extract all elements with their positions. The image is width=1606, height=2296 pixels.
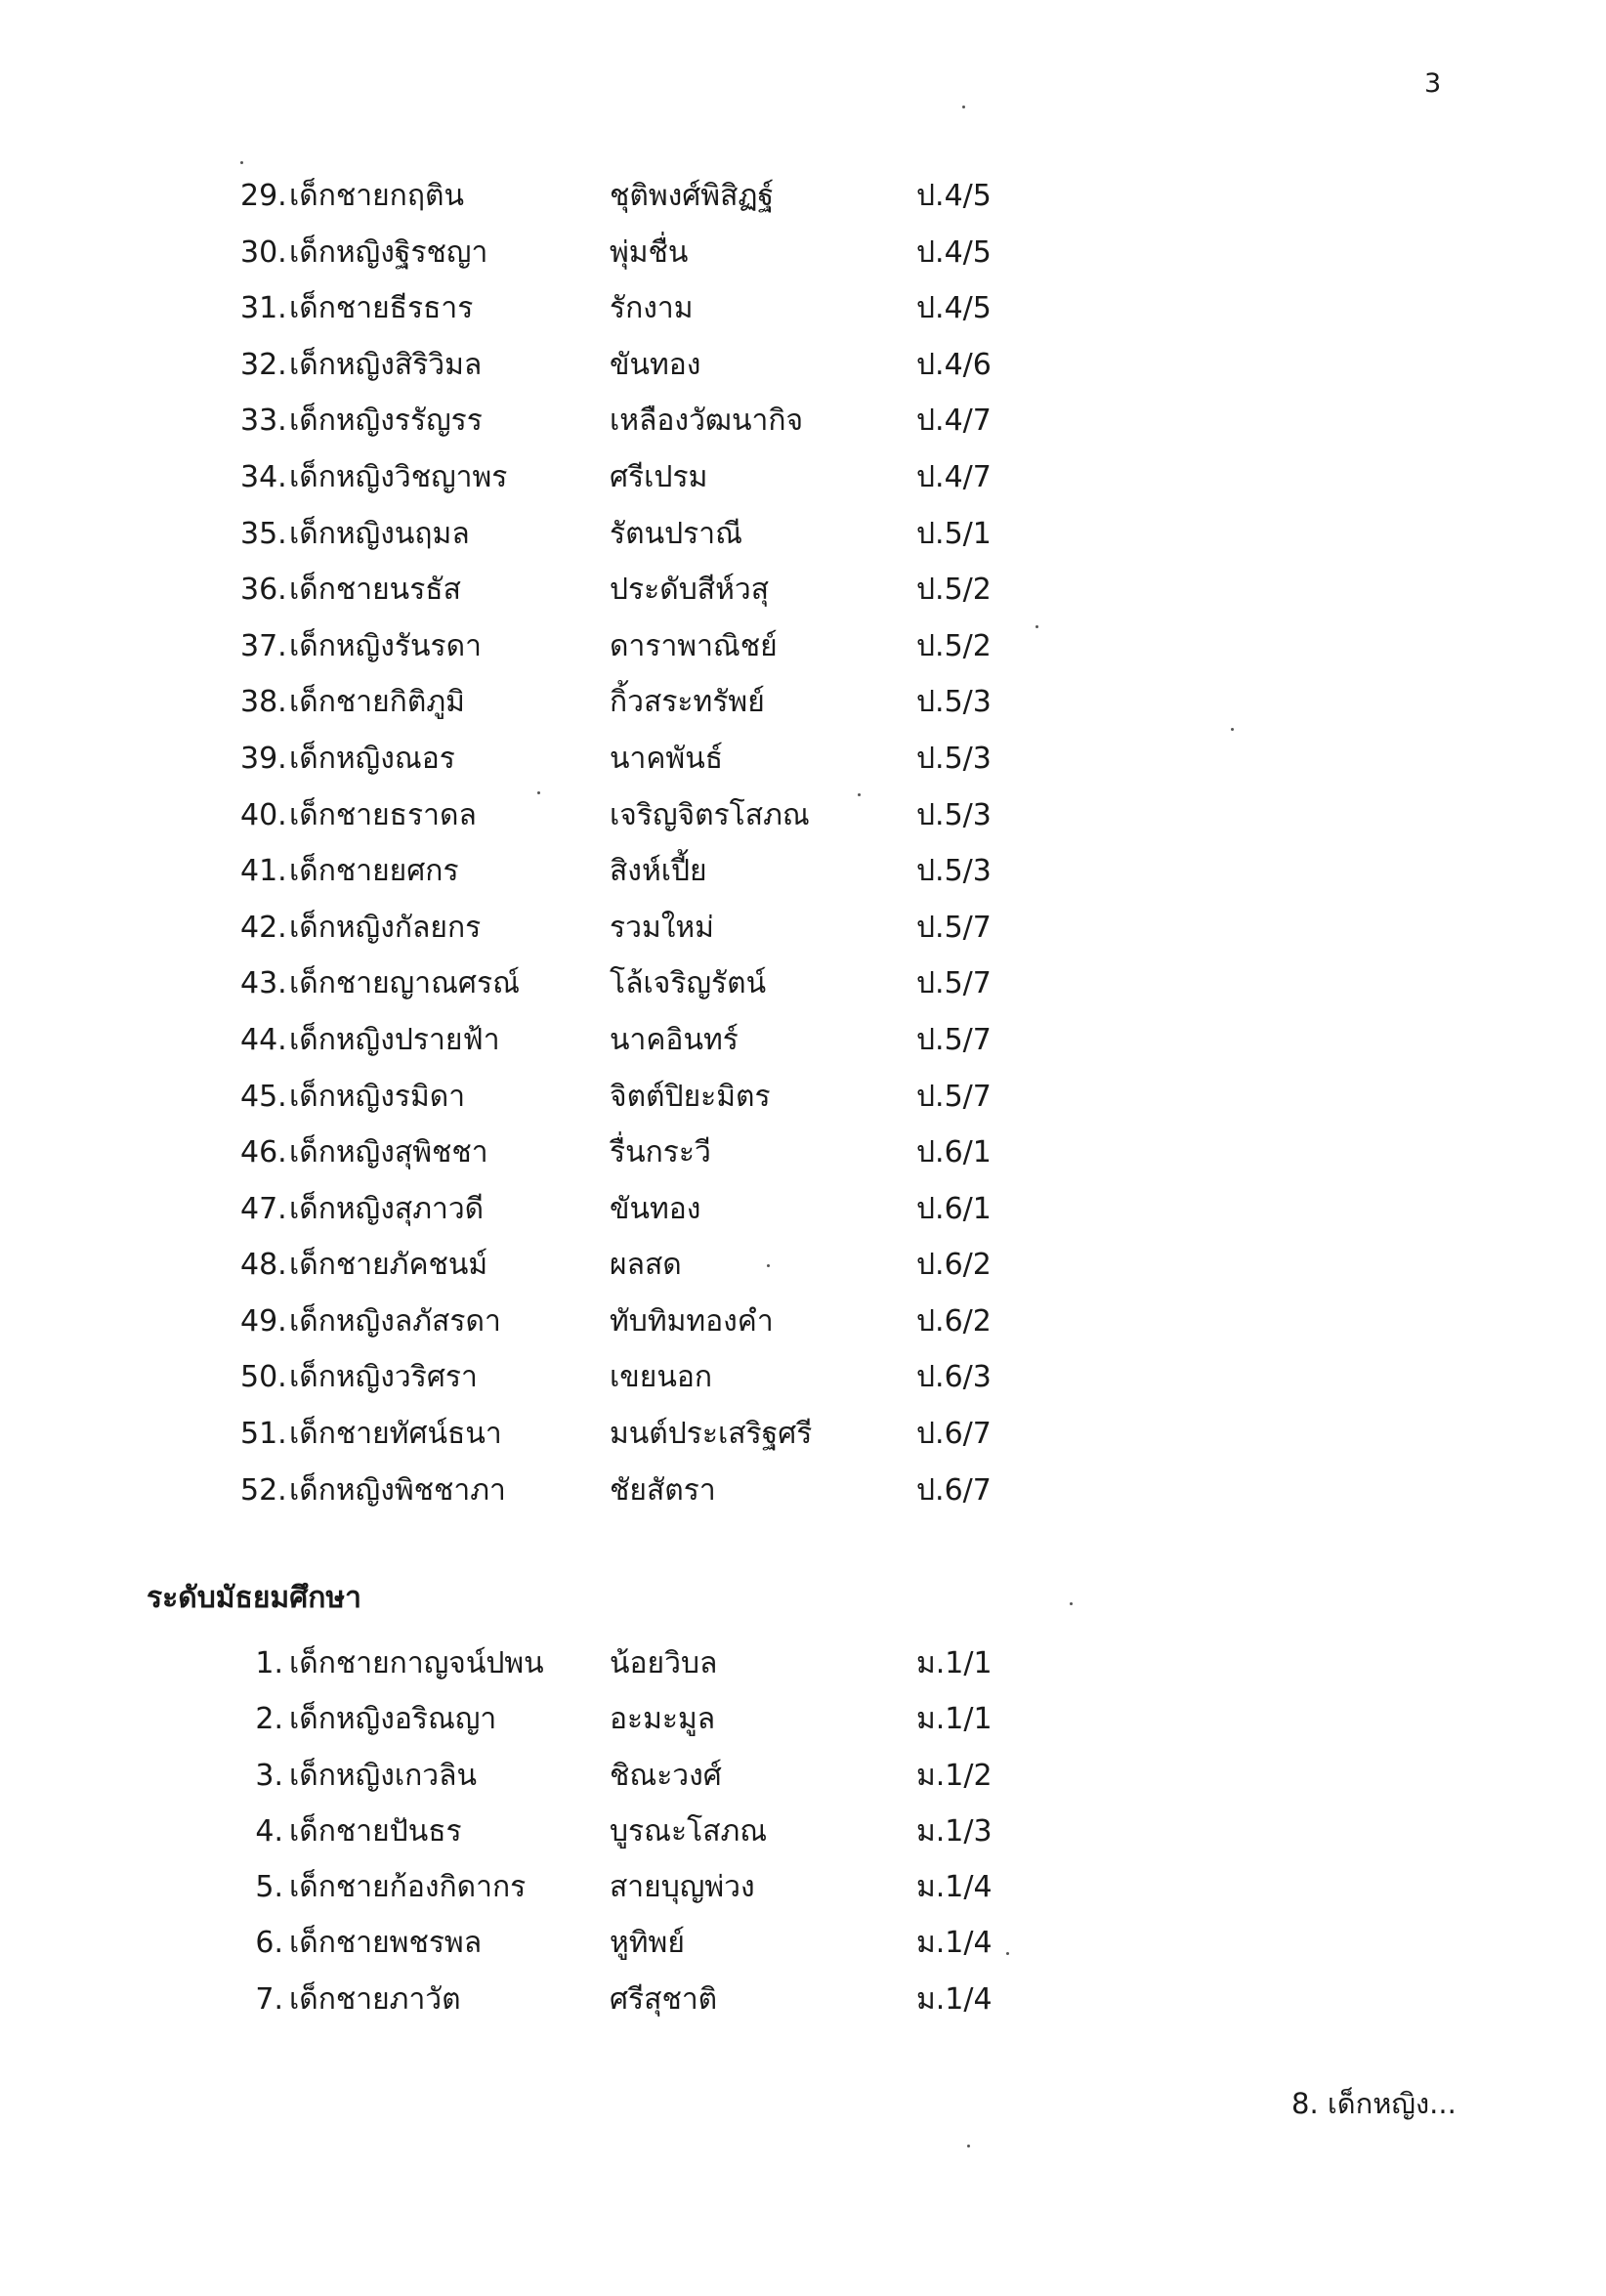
- student-first-name: เด็กชายภัคชนม์: [289, 1248, 488, 1283]
- student-last-name: รัตนปราณี: [610, 516, 742, 551]
- student-class: ป.5/7: [916, 1022, 992, 1057]
- student-class: ป.6/2: [916, 1248, 992, 1283]
- student-last-name: รักงาม: [610, 291, 694, 326]
- student-class: ป.6/2: [916, 1303, 992, 1339]
- scan-speck: [537, 791, 540, 794]
- student-first-name: เด็กหญิงสุภาวดี: [289, 1191, 485, 1226]
- student-class: ป.6/7: [916, 1472, 992, 1508]
- scan-speck: [962, 106, 965, 108]
- list-item: [0, 1294, 1606, 1350]
- student-first-name: เด็กชายญาณศรณ์: [289, 966, 520, 1001]
- list-item: [0, 1181, 1606, 1238]
- student-first-name: เด็กชายนรธัส: [289, 573, 461, 608]
- student-class: ป.4/7: [916, 404, 992, 439]
- item-number: 31.: [240, 291, 287, 326]
- student-last-name: ขันทอง: [610, 347, 701, 382]
- student-class: ม.1/1: [916, 1702, 993, 1737]
- student-class: ป.4/5: [916, 291, 992, 326]
- student-first-name: เด็กชายธราดล: [289, 797, 477, 832]
- scan-speck: [1070, 1602, 1073, 1605]
- scan-speck: [967, 2145, 970, 2147]
- student-first-name: เด็กชายธีรธาร: [289, 291, 474, 326]
- list-item: [0, 506, 1606, 563]
- student-class: ป.5/2: [916, 628, 992, 663]
- student-first-name: เด็กหญิงวิชญาพร: [289, 459, 508, 494]
- student-last-name: จิตต์ปิยะมิตร: [610, 1079, 771, 1114]
- item-number: 1.: [255, 1646, 283, 1680]
- list-item: [0, 674, 1606, 731]
- student-last-name: มนต์ประเสริฐศรี: [610, 1417, 813, 1452]
- student-class: ม.1/4: [916, 1981, 993, 2017]
- student-class: ป.5/3: [916, 854, 992, 889]
- student-first-name: เด็กหญิงอริณญา: [289, 1702, 497, 1737]
- student-first-name: เด็กหญิงสิริวิมล: [289, 347, 483, 382]
- secondary-student-list: [0, 1636, 1606, 2027]
- item-number: 46.: [240, 1135, 287, 1170]
- student-last-name: ชิณะวงศ์: [610, 1758, 722, 1793]
- item-number: 48.: [240, 1248, 287, 1283]
- student-class: ม.1/3: [916, 1813, 993, 1849]
- student-last-name: พุ่มชื่น: [610, 234, 689, 270]
- student-last-name: ศรีสุชาติ: [610, 1981, 718, 2017]
- student-first-name: เด็กหญิงรมิดา: [289, 1079, 466, 1114]
- student-class: ป.5/3: [916, 797, 992, 832]
- continuation-note: 8. เด็กหญิง...: [1291, 2087, 1457, 2120]
- student-last-name: ทับทิมทองคำ: [610, 1303, 774, 1339]
- student-class: ป.5/7: [916, 1079, 992, 1114]
- student-first-name: เด็กชายปันธร: [289, 1813, 462, 1849]
- student-first-name: เด็กหญิงพิชชาภา: [289, 1472, 506, 1508]
- student-last-name: เจริญจิตรโสภณ: [610, 797, 810, 832]
- student-class: ป.6/3: [916, 1360, 992, 1395]
- item-number: 42.: [240, 910, 287, 945]
- student-class: ป.5/1: [916, 516, 992, 551]
- student-class: ป.5/7: [916, 910, 992, 945]
- student-class: ป.4/5: [916, 179, 992, 213]
- scan-speck: [1035, 625, 1038, 628]
- student-class: ป.4/5: [916, 234, 992, 270]
- student-last-name: รื่นกระวี: [610, 1135, 711, 1170]
- student-first-name: เด็กหญิงฐิรชญา: [289, 234, 488, 270]
- item-number: 7.: [255, 1981, 283, 2017]
- list-item: [0, 843, 1606, 900]
- student-last-name: โล้เจริญรัตน์: [610, 966, 767, 1001]
- student-last-name: ประดับสีห์วสุ: [610, 573, 770, 608]
- list-item: [0, 168, 1606, 225]
- list-item: [0, 1691, 1606, 1747]
- list-item: [0, 1636, 1606, 1691]
- page-number: 3: [1424, 68, 1442, 99]
- student-last-name: ดาราพาณิชย์: [610, 628, 778, 663]
- list-item: [0, 449, 1606, 506]
- student-last-name: อะมะมูล: [610, 1702, 716, 1737]
- student-last-name: เขยนอก: [610, 1360, 713, 1395]
- list-item: [0, 956, 1606, 1012]
- student-last-name: ขันทอง: [610, 1191, 701, 1226]
- student-first-name: เด็กหญิงเกวลิน: [289, 1758, 478, 1793]
- student-last-name: ชุติพงศ์พิสิฏฐ์: [610, 179, 775, 213]
- list-item: [0, 280, 1606, 337]
- item-number: 34.: [240, 459, 287, 494]
- student-first-name: เด็กชายก้องกิดากร: [289, 1870, 527, 1905]
- item-number: 36.: [240, 573, 287, 608]
- list-item: [0, 1237, 1606, 1294]
- student-class: ป.5/7: [916, 966, 992, 1001]
- scan-speck: [1231, 728, 1234, 731]
- list-item: [0, 1125, 1606, 1181]
- student-first-name: เด็กชายกาญจน์ปพน: [289, 1646, 544, 1680]
- student-first-name: เด็กชายยศกร: [289, 854, 459, 889]
- student-last-name: เหลืองวัฒนากิจ: [610, 404, 804, 439]
- item-number: 35.: [240, 516, 287, 551]
- student-first-name: เด็กหญิงลภัสรดา: [289, 1303, 501, 1339]
- item-number: 44.: [240, 1022, 287, 1057]
- student-first-name: เด็กหญิงวริศรา: [289, 1360, 478, 1395]
- item-number: 52.: [240, 1472, 287, 1508]
- list-item: [0, 1463, 1606, 1519]
- item-number: 43.: [240, 966, 287, 1001]
- student-first-name: เด็กชายพชรพล: [289, 1926, 483, 1961]
- student-last-name: บูรณะโสภณ: [610, 1813, 768, 1849]
- list-item: [0, 562, 1606, 618]
- item-number: 47.: [240, 1191, 287, 1226]
- scan-speck: [240, 161, 243, 164]
- list-item: [0, 900, 1606, 957]
- item-number: 41.: [240, 854, 287, 889]
- list-item: [0, 393, 1606, 449]
- list-item: [0, 1804, 1606, 1859]
- item-number: 4.: [255, 1813, 283, 1849]
- student-class: ม.1/4: [916, 1926, 993, 1961]
- list-item: [0, 1972, 1606, 2027]
- item-number: 5.: [255, 1870, 283, 1905]
- item-number: 49.: [240, 1303, 287, 1339]
- scan-speck: [858, 793, 861, 796]
- student-first-name: เด็กหญิงนฤมล: [289, 516, 470, 551]
- student-last-name: ชัยสัตรา: [610, 1472, 716, 1508]
- secondary-section-heading: ระดับมัธยมศึกษา: [147, 1581, 362, 1615]
- item-number: 38.: [240, 685, 287, 720]
- list-item: [0, 618, 1606, 675]
- item-number: 29.: [240, 179, 287, 213]
- student-last-name: ผลสด: [610, 1248, 682, 1283]
- student-first-name: เด็กหญิงสุพิชชา: [289, 1135, 488, 1170]
- item-number: 45.: [240, 1079, 287, 1114]
- student-first-name: เด็กชายกฤติน: [289, 179, 465, 213]
- item-number: 33.: [240, 404, 287, 439]
- student-class: ป.4/7: [916, 459, 992, 494]
- item-number: 2.: [255, 1702, 283, 1737]
- list-item: [0, 1012, 1606, 1069]
- student-last-name: น้อยวิบล: [610, 1646, 718, 1680]
- student-class: ป.6/1: [916, 1191, 992, 1226]
- list-item: [0, 1069, 1606, 1126]
- list-item: [0, 1915, 1606, 1971]
- student-first-name: เด็กหญิงณอร: [289, 741, 455, 776]
- list-item: [0, 1406, 1606, 1463]
- student-last-name: นาคอินทร์: [610, 1022, 739, 1057]
- student-first-name: เด็กหญิงปรายฟ้า: [289, 1022, 500, 1057]
- student-first-name: เด็กหญิงรันรดา: [289, 628, 482, 663]
- item-number: 6.: [255, 1926, 283, 1961]
- student-first-name: เด็กชายกิติภูมิ: [289, 685, 465, 720]
- item-number: 32.: [240, 347, 287, 382]
- student-class: ม.1/4: [916, 1870, 993, 1905]
- list-item: [0, 1859, 1606, 1915]
- list-item: [0, 225, 1606, 281]
- primary-student-list: [0, 168, 1606, 1518]
- student-last-name: รวมใหม่: [610, 910, 714, 945]
- student-last-name: หูทิพย์: [610, 1926, 685, 1961]
- item-number: 50.: [240, 1360, 287, 1395]
- student-class: ม.1/1: [916, 1646, 993, 1680]
- student-last-name: สิงห์เปี้ย: [610, 854, 707, 889]
- list-item: [0, 731, 1606, 787]
- item-number: 3.: [255, 1758, 283, 1793]
- scan-speck: [1006, 1952, 1009, 1955]
- scan-speck: [767, 1264, 770, 1267]
- student-first-name: เด็กชายทัศน์ธนา: [289, 1417, 502, 1452]
- student-class: ป.6/1: [916, 1135, 992, 1170]
- student-first-name: เด็กหญิงรรัญรร: [289, 404, 483, 439]
- list-item: [0, 1748, 1606, 1804]
- student-class: ป.5/3: [916, 741, 992, 776]
- item-number: 51.: [240, 1417, 287, 1452]
- student-class: ป.6/7: [916, 1417, 992, 1452]
- student-first-name: เด็กชายภาวัต: [289, 1981, 461, 2017]
- student-last-name: กิ้วสระทรัพย์: [610, 685, 765, 720]
- student-last-name: สายบุญพ่วง: [610, 1870, 755, 1905]
- item-number: 37.: [240, 628, 287, 663]
- student-last-name: นาคพันธ์: [610, 741, 724, 776]
- student-class: ม.1/2: [916, 1758, 993, 1793]
- item-number: 40.: [240, 797, 287, 832]
- student-class: ป.5/3: [916, 685, 992, 720]
- item-number: 39.: [240, 741, 287, 776]
- student-last-name: ศรีเปรม: [610, 459, 708, 494]
- list-item: [0, 787, 1606, 844]
- list-item: [0, 1349, 1606, 1406]
- list-item: [0, 337, 1606, 394]
- student-class: ป.5/2: [916, 573, 992, 608]
- student-first-name: เด็กหญิงกัลยกร: [289, 910, 482, 945]
- student-class: ป.4/6: [916, 347, 992, 382]
- item-number: 30.: [240, 234, 287, 270]
